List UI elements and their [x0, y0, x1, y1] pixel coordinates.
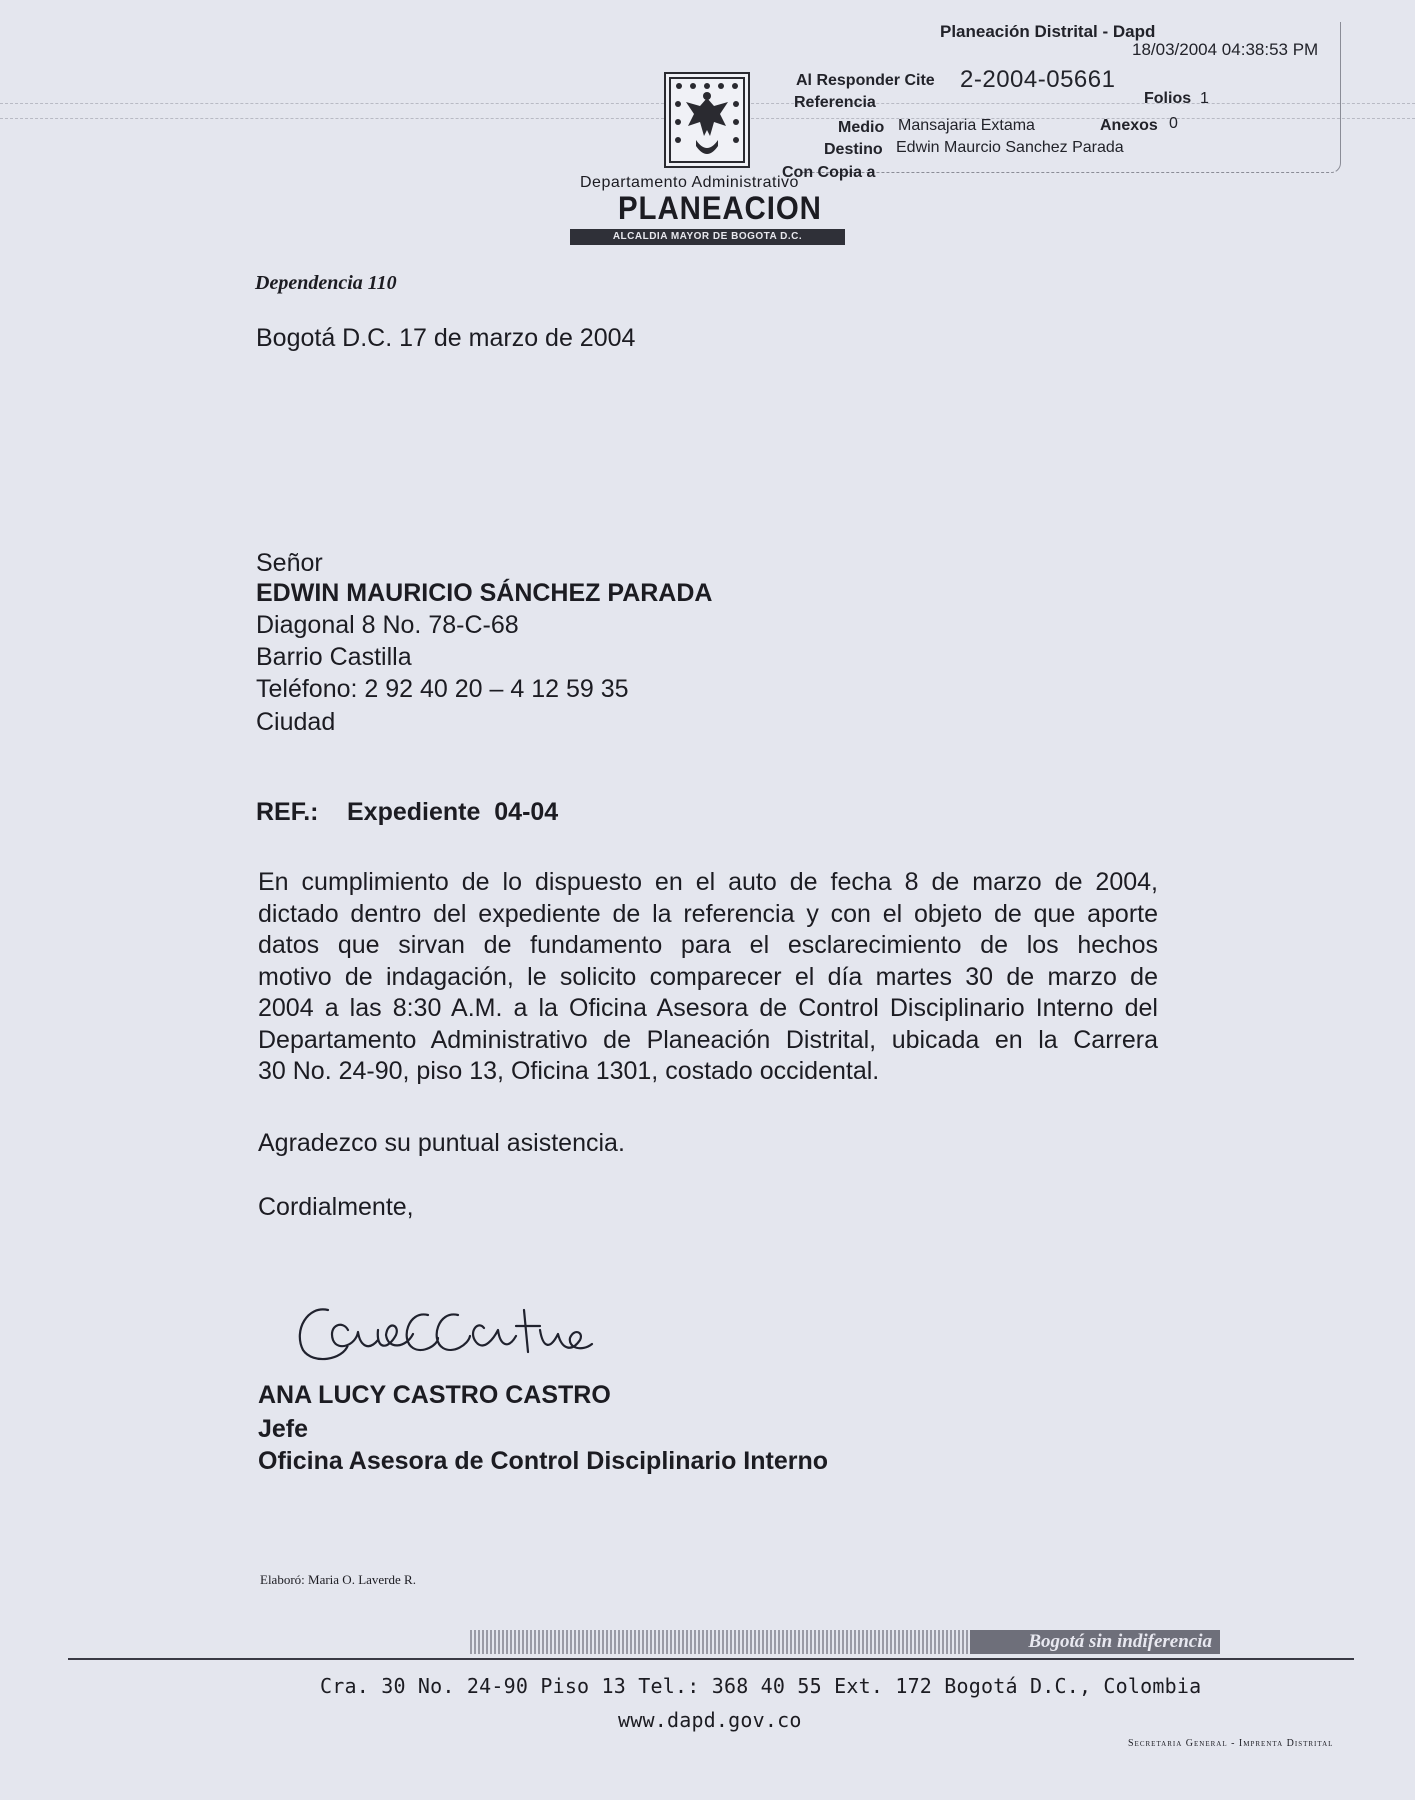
body-line: dictado dentro del expediente de la referencia y con el objeto de que aporte — [258, 899, 1158, 928]
recipient-address: Diagonal 8 No. 78-C-68 — [256, 611, 519, 639]
bogota-coat-of-arms-icon — [664, 72, 750, 168]
reference-value: Expediente 04-04 — [347, 798, 559, 826]
dependencia-label: Dependencia 110 — [255, 272, 397, 294]
recipient-phone: Teléfono: 2 92 40 20 – 4 12 59 35 — [256, 675, 629, 703]
logo-alcaldia-bar: ALCALDIA MAYOR DE BOGOTA D.C. — [570, 229, 845, 245]
body-line: 30 No. 24-90, piso 13, Oficina 1301, costado occidental. — [258, 1057, 880, 1085]
stamp-destino-label: Destino — [824, 141, 883, 158]
signer-office: Oficina Asesora de Control Disciplinario Interno — [258, 1447, 829, 1475]
footer-imprenta: Secretaria General - Imprenta Distrital — [1128, 1738, 1334, 1749]
recipient-city: Ciudad — [256, 708, 336, 736]
stamp-office: Planeación Distrital - Dapd — [940, 22, 1156, 41]
footer-address: Cra. 30 No. 24-90 Piso 13 Tel.: 368 40 55 Ext. 172 Bogotá D.C., Colombia — [320, 1674, 1202, 1698]
stamp-datetime: 18/03/2004 04:38:53 PM — [1132, 40, 1319, 59]
logo-planeacion: PLANEACION — [618, 190, 822, 226]
stamp-responder-label: Al Responder Cite — [796, 72, 935, 89]
closing-line: Cordialmente, — [258, 1193, 414, 1221]
recipient-neighborhood: Barrio Castilla — [256, 643, 412, 671]
letter-body — [258, 867, 1158, 1088]
stamp-responder-value: 2-2004-05661 — [960, 66, 1116, 93]
recipient-name: EDWIN MAURICIO SÁNCHEZ PARADA — [256, 579, 713, 607]
footer-website: www.dapd.gov.co — [618, 1708, 802, 1732]
stamp-anexos-value: 0 — [1169, 115, 1178, 132]
elaboro-note: Elaboró: Maria O. Laverde R. — [260, 1572, 416, 1587]
stamp-con-copia-label: Con Copia a — [782, 164, 876, 181]
reference-label: REF.: — [256, 798, 319, 826]
footer-rule — [68, 1658, 1354, 1660]
stamp-referencia-label: Referencia — [794, 94, 876, 111]
body-line: Departamento Administrativo de Planeación Distrital, ubicada en la Carrera — [258, 1025, 1158, 1054]
logo-department: Departamento Administrativo — [580, 174, 799, 191]
stamp-folios-label: Folios — [1144, 90, 1192, 107]
body-line: En cumplimiento de lo dispuesto en el auto de fecha 8 de marzo de 2004, — [258, 868, 1158, 896]
stamp-anexos-label: Anexos — [1100, 117, 1158, 134]
body-line: datos que sirvan de fundamento para el esclarecimiento de los hechos — [258, 931, 1158, 959]
body-line: 2004 a las 8:30 A.M. a la Oficina Asesora de Control Disciplinario Interno del — [258, 994, 1158, 1022]
signer-name: ANA LUCY CASTRO CASTRO — [258, 1381, 611, 1409]
body-line: motivo de indagación, le solicito comparecer el día martes 30 de marzo de — [258, 962, 1158, 991]
recipient-salutation: Señor — [256, 549, 323, 577]
slogan-text: Bogotá sin indiferencia — [970, 1630, 1220, 1654]
signer-title: Jefe — [258, 1415, 309, 1443]
stamp-medio-label: Medio — [838, 119, 885, 136]
stamp-folios-value: 1 — [1200, 90, 1209, 107]
stamp-medio-value: Mansajaria Extama — [898, 117, 1035, 134]
handwritten-signature — [288, 1290, 598, 1385]
stamp-destino-value: Edwin Maurcio Sanchez Parada — [896, 139, 1124, 156]
thanks-line: Agradezco su puntual asistencia. — [258, 1129, 625, 1157]
letter-date: Bogotá D.C. 17 de marzo de 2004 — [256, 324, 636, 352]
